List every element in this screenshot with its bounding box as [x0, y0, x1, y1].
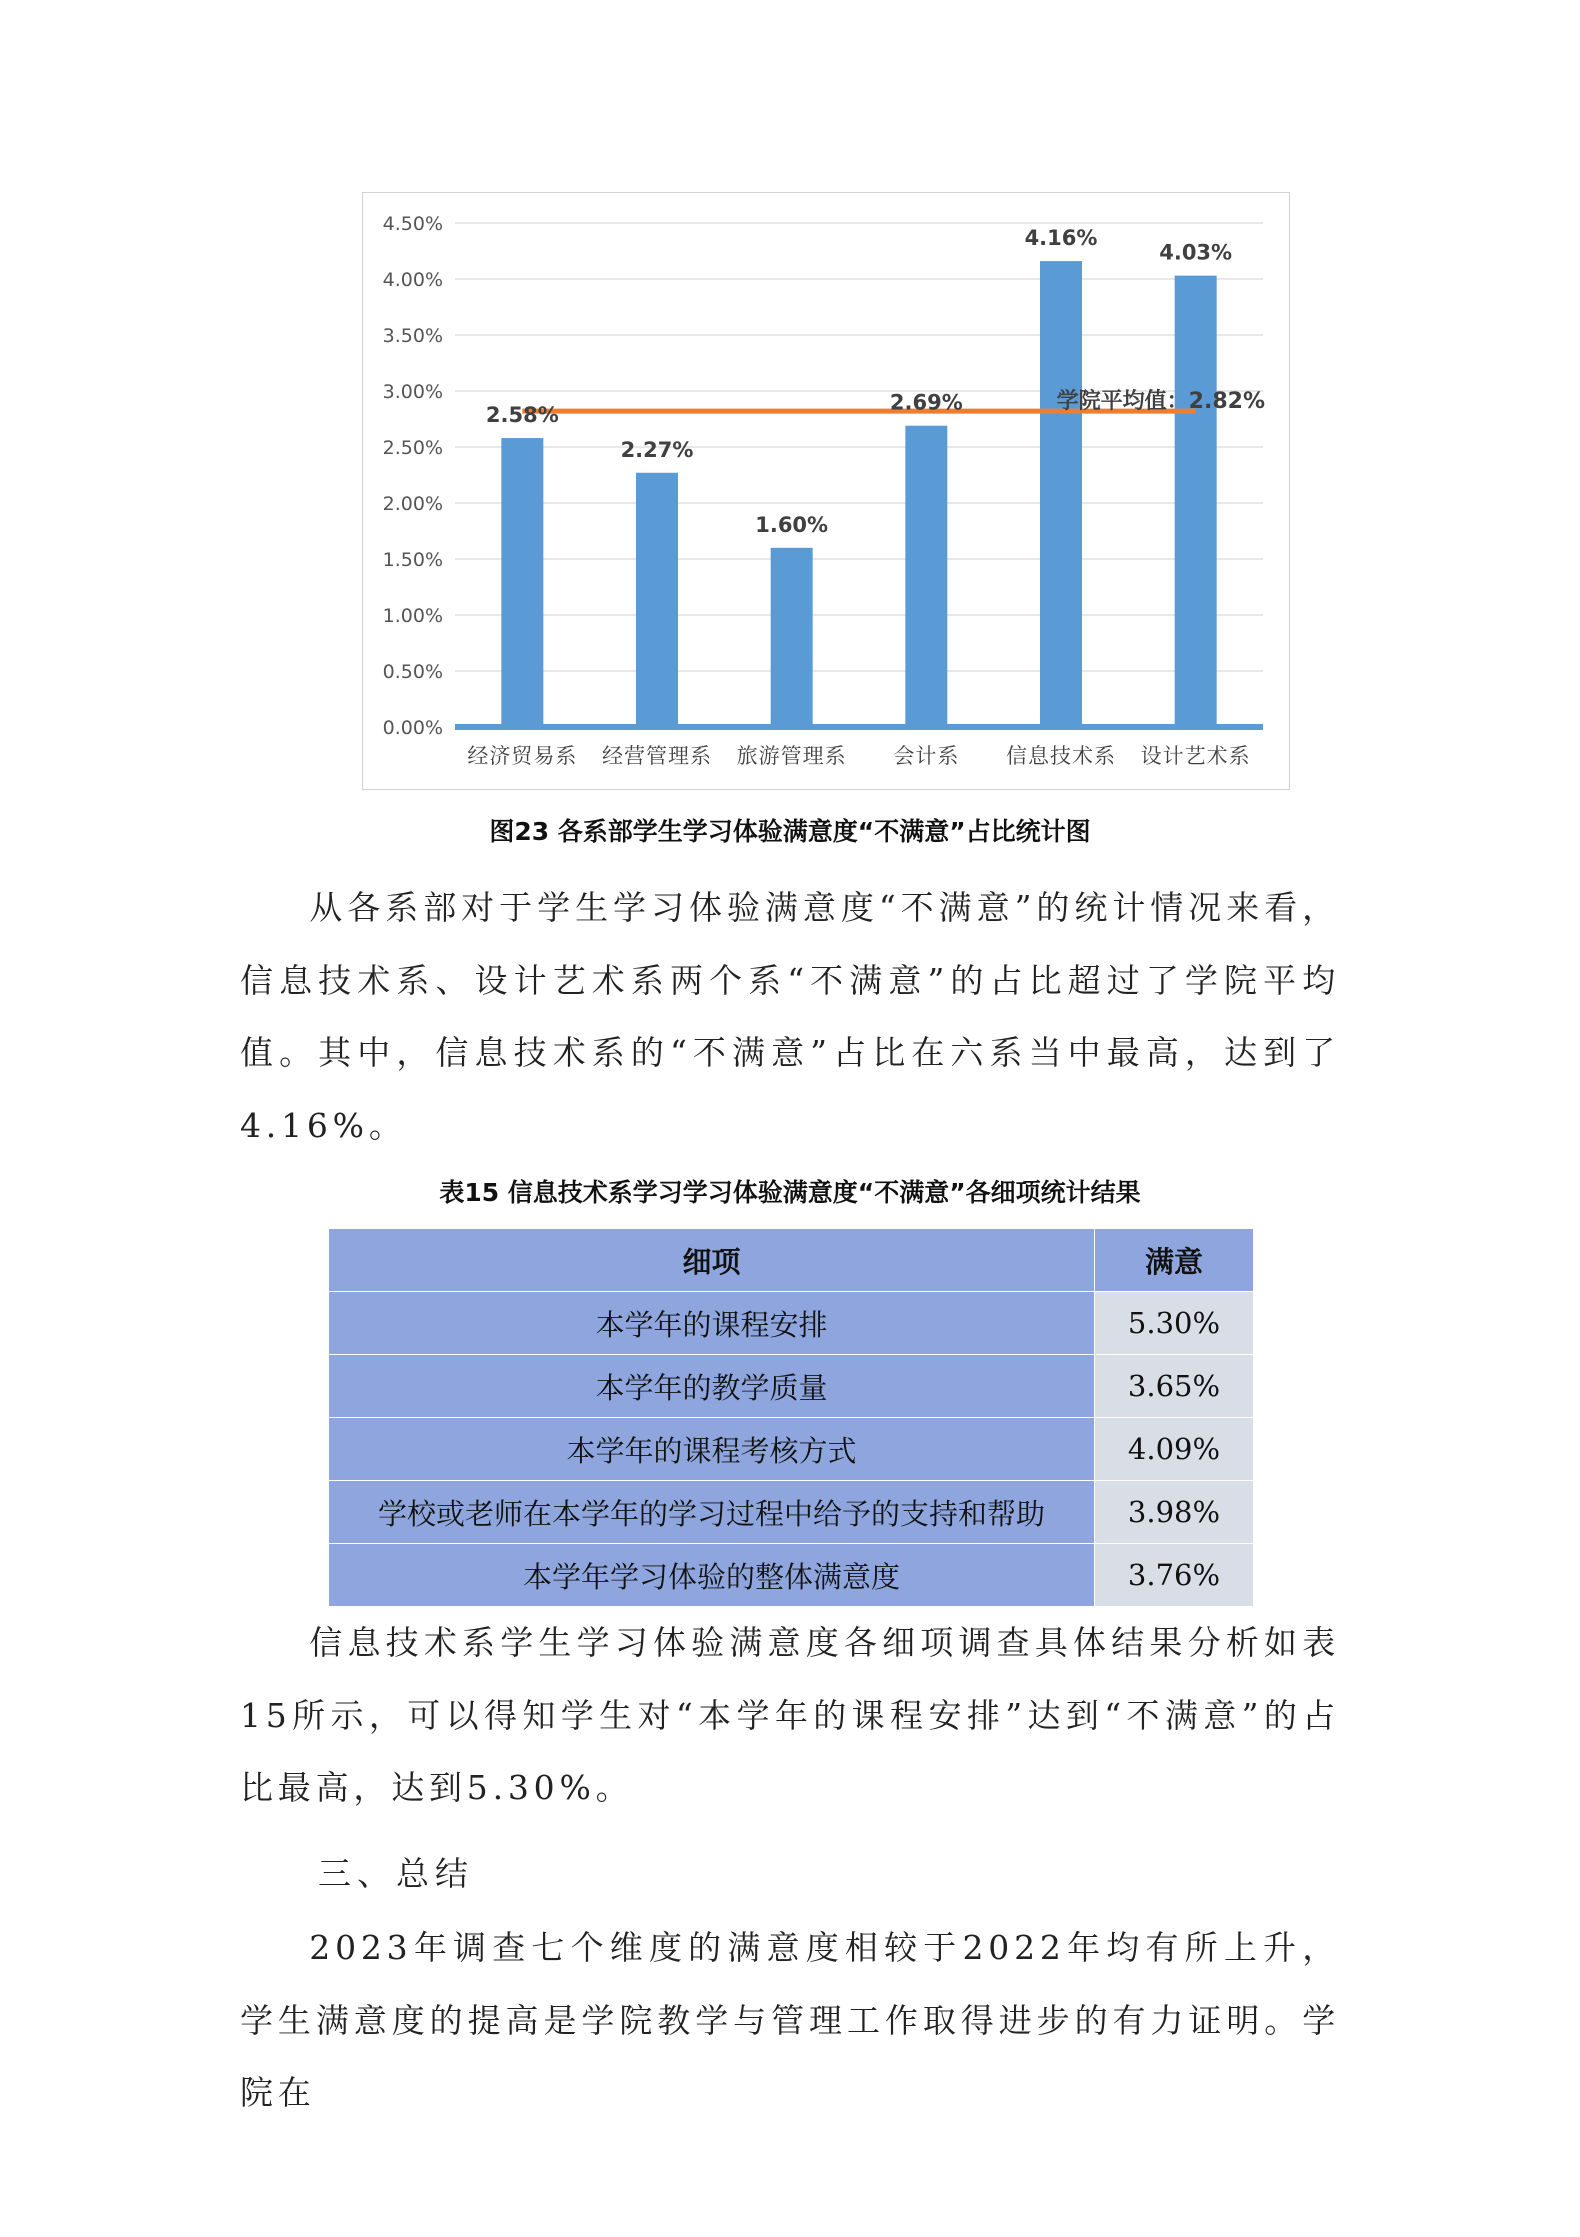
table-row	[329, 1355, 1254, 1418]
row-item: 本学年学习体验的整体满意度	[329, 1544, 1095, 1607]
x-tick-label: 旅游管理系	[736, 744, 847, 768]
paragraph-3: 2023年调查七个维度的满意度相较于2022年均有所上升，学生满意度的提高是学院教学与管理工作取得进步的有力证明。学院在	[240, 1928, 1340, 2112]
paragraph-2: 信息技术系学生学习体验满意度各细项调查具体结果分析如表15所示，可以得知学生对“本学年的课程安排”达到“不满意”的占比最高，达到5.30%。	[240, 1623, 1340, 1807]
bar	[636, 473, 678, 727]
bar	[771, 548, 813, 727]
y-tick-label: 0.00%	[382, 717, 443, 739]
data-label: 4.16%	[1024, 226, 1098, 251]
detail-table	[328, 1228, 1254, 1607]
row-item: 学校或老师在本学年的学习过程中给予的支持和帮助	[329, 1481, 1095, 1544]
row-item: 本学年的课程安排	[329, 1292, 1095, 1355]
y-tick-label: 4.50%	[382, 213, 443, 235]
bar	[905, 426, 947, 727]
average-label: 学院平均值：2.82%	[1056, 389, 1265, 415]
y-tick-label: 1.00%	[382, 605, 443, 627]
row-value: 4.09%	[1095, 1418, 1254, 1481]
row-value: 5.30%	[1095, 1292, 1254, 1355]
y-tick-label: 3.00%	[382, 381, 443, 403]
paragraph-1: 从各系部对于学生学习体验满意度“不满意”的统计情况来看，信息技术系、设计艺术系两个系“不满意”的占比超过了学院平均值。其中，信息技术系的“不满意”占比在六系当中最高，达到了4.16%。	[240, 888, 1340, 1145]
table-row	[329, 1481, 1254, 1544]
row-item: 本学年的教学质量	[329, 1355, 1095, 1418]
x-tick-label: 会计系	[893, 744, 960, 768]
row-value: 3.76%	[1095, 1544, 1254, 1607]
figure-caption: 图23 各系部学生学习体验满意度“不满意”占比统计图	[489, 817, 1091, 846]
y-tick-label: 0.50%	[382, 661, 443, 683]
chart-frame	[362, 192, 1290, 790]
y-tick-label: 2.00%	[382, 493, 443, 515]
row-value: 3.98%	[1095, 1481, 1254, 1544]
y-tick-label: 4.00%	[382, 269, 443, 291]
table-caption: 表15 信息技术系学习学习体验满意度“不满意”各细项统计结果	[439, 1178, 1141, 1207]
section-heading: 三、总结	[318, 1854, 474, 1893]
table-row	[329, 1544, 1254, 1607]
table-header-row	[329, 1229, 1254, 1292]
table-row	[329, 1292, 1254, 1355]
y-tick-label: 3.50%	[382, 325, 443, 347]
bar	[1040, 261, 1082, 727]
data-label: 2.58%	[485, 403, 559, 428]
x-tick-label: 经营管理系	[602, 744, 712, 768]
header-value: 满意	[1095, 1229, 1254, 1292]
row-value: 3.65%	[1095, 1355, 1254, 1418]
x-tick-label: 信息技术系	[1006, 744, 1116, 768]
x-tick-label: 设计艺术系	[1140, 744, 1251, 768]
data-label: 4.03%	[1159, 240, 1233, 265]
bar-chart	[363, 193, 1289, 789]
bar	[1175, 276, 1217, 727]
data-label: 2.27%	[620, 437, 694, 462]
header-item: 细项	[329, 1229, 1095, 1292]
y-tick-label: 1.50%	[382, 549, 443, 571]
bar	[501, 438, 543, 727]
row-item: 本学年的课程考核方式	[329, 1418, 1095, 1481]
table-row	[329, 1418, 1254, 1481]
x-tick-label: 经济贸易系	[467, 744, 578, 768]
y-tick-label: 2.50%	[382, 437, 443, 459]
data-label: 1.60%	[755, 512, 829, 537]
data-label: 2.69%	[889, 390, 963, 415]
